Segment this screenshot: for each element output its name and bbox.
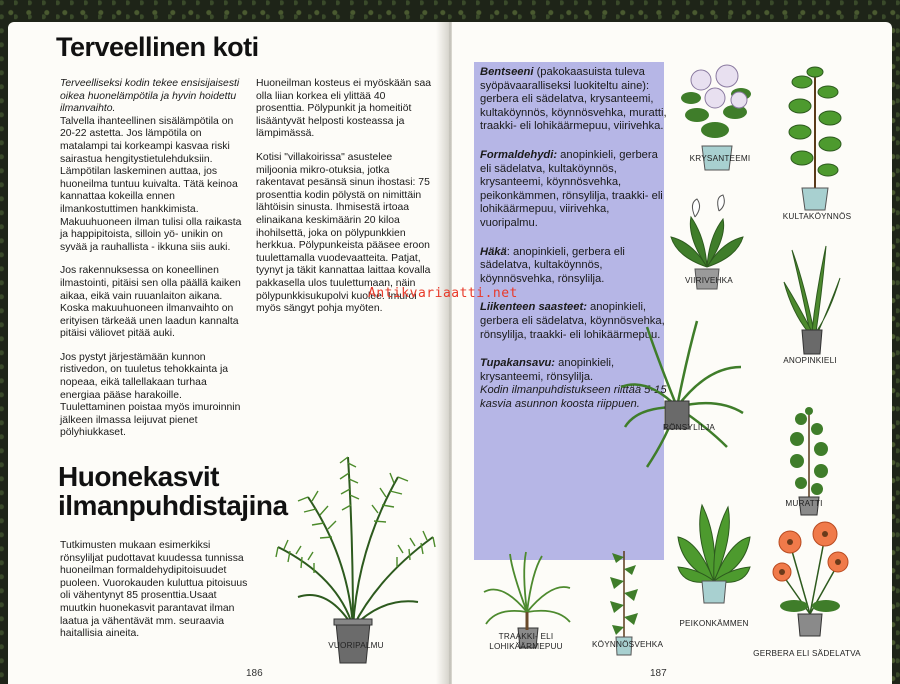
pollutant-term: Tupakansavu: bbox=[480, 357, 556, 370]
pollutant-plants: anopinkieli, krysanteemi, rönsylilja. bbox=[480, 357, 615, 383]
pollutant-term: Liikenteen saasteet: bbox=[480, 301, 587, 314]
left-page bbox=[8, 22, 448, 684]
closing-note: Kodin ilmanpuhdistukseen riittää 5-15 kasvia asunnon koosta riippuen. bbox=[480, 384, 667, 410]
text-column-1 bbox=[60, 78, 250, 451]
plant-label: VUORIPALMU bbox=[328, 641, 384, 650]
plant-label: MURATTI bbox=[785, 499, 823, 508]
section-title-line-2: ilmanpuhdistajina bbox=[58, 490, 288, 521]
pollutant-plants: anopinkieli, gerbera eli sädelatva, köynnösvehka, rönsylilja, traakki- eli lohikäärmepuu. bbox=[480, 301, 665, 341]
pollutant-entry bbox=[480, 246, 670, 287]
pollutant-plants: anopinkieli, gerbera eli sädelatva, kultaköynnös, krysanteemi, köynnösvehka, peikonkämmen, rönsylilja, traakki- eli lohikäärmepuu, viirivehka, vuoripalmu. bbox=[480, 148, 663, 229]
page-number: 186 bbox=[246, 668, 263, 679]
paragraph: Talvella ihanteellinen sisälämpötila on 20-22 astetta. Jos lämpötila on matalampi tai korkeampi kasvaa riski sairastua hengitystietulehduksiin. Lämpötilan laskeminen auttaa, jos huoneilma tuntuu kuivalta. Tätä keinoa kannattaa kokeilla ennen ilmankostuttimen hankkimista. Makuuhuoneen ilman tulisi olla raikasta ja happipitoista, silloin yö- unikin on syvää ja rauhallista - ikkuna siis auki. bbox=[60, 115, 242, 253]
section-title-line-1: Huonekasvit bbox=[58, 461, 219, 492]
paragraph: Tutkimusten mukaan esimerkiksi rönsyliljat pudottavat kuudessa tunnissa huoneilman formaldehydipitoisuudet puoleen. Vuorokauden kuluttua pitoisuus oli vähentynyt 85 prosenttia.Usaat muutkin huonekasvit parantavat ilman laatua ja vähentävät mm. seuraavia haitallisia aineita. bbox=[60, 540, 248, 640]
snake-plant-illustration bbox=[782, 242, 842, 357]
pollutant-term: Häkä bbox=[480, 245, 507, 258]
plant-label: GERBERA ELI SÄDELATVA bbox=[753, 649, 861, 658]
monstera-illustration bbox=[674, 497, 754, 607]
watermark: Antikvariaatti.net bbox=[368, 286, 518, 301]
palm-plant-illustration bbox=[268, 437, 438, 667]
text-column-3 bbox=[60, 540, 252, 652]
plant-label: PEIKONKÄMMEN bbox=[679, 619, 749, 628]
pollutant-entry bbox=[480, 66, 670, 134]
plant-label: KÖYNNÖSVEHKA bbox=[592, 640, 664, 649]
pollutant-entry bbox=[480, 149, 670, 231]
intro-paragraph: Terveelliseksi kodin tekee ensisijaisesti oikea huonelämpötila ja hyvin hoidettu ilmanvaihto. bbox=[60, 78, 240, 115]
plant-label: RÖNSYLILJA bbox=[662, 423, 716, 432]
page-title: Terveellinen koti bbox=[56, 32, 259, 62]
pollutant-plants: : anopinkieli, gerbera eli sädelatva, kultaköynnös, köynnösvehka, rönsylilja. bbox=[480, 245, 625, 285]
pollutant-plants: (pakokaasuista tuleva syöpävaaralliseksi luokiteltu aine): gerbera eli sädelatva, krysanteemi, kultaköynnös, köynnösvehka, muratti, traakki- eli lohikäärmepuu, viirivehka. bbox=[480, 66, 667, 133]
paragraph: Kotisi "villakoirissa" asustelee miljoonia mikro-otuksia, jotka rakentavat pesänsä sinun ihostasi: 75 prosenttia kodin pölystä on nimittäin lähtöisin sinusta. Ihmisestä irtoaa elinaikana keskimäärin 20 kiloa ihohilsettä, joka on pölypunkkien herkkua. Pölypunkeista pääsee eroon tuulettamalla vuodevaatteita. Patjat, tyynyt ja täkit kannattaa laittaa kovalla pakkasella ulos tuulettumaan, näin pölypunkkisukupolvi kuolee. Imuroi myös sängyt pohja myöten. bbox=[256, 151, 431, 315]
plant-label: VIIRIVEHKA bbox=[685, 276, 733, 285]
plant-label: TRAAKKI- ELI LOHIKÄÄRMEPUU bbox=[489, 632, 563, 651]
spider-plant-illustration bbox=[617, 317, 747, 477]
pollutant-term: Formaldehydi: bbox=[480, 148, 558, 161]
gerbera-illustration bbox=[770, 514, 850, 639]
right-page bbox=[452, 22, 892, 684]
paragraph: Jos pystyt järjestämään kunnon ristivedon, on tuuletus tehokkainta ja nopeaa, eikä tallellakaan turhaa energiaa pääse harakoille. Tuulettaminen poistaa myös imuroinnin jälkeen ilmassa leijuvat pienet pölyhiukkaset. bbox=[60, 351, 241, 439]
plant-label: KULTAKÖYNNÖS bbox=[782, 212, 852, 221]
section-title bbox=[58, 462, 288, 520]
paragraph: Jos rakennuksessa on koneellinen ilmastointi, pitäisi sen olla päällä kaiken aikaa, eikä vain ruuanlaiton aikana. Koska makuuhuoneen ilmanvaihto on erityisen tärkeää unen laadun kannalta pitäisi väliovet pitää auki. bbox=[60, 265, 241, 340]
pollutant-term: Bentseeni bbox=[480, 66, 534, 78]
golden-pothos-illustration bbox=[780, 62, 850, 212]
paragraph: Huoneilman kosteus ei myöskään saa olla liian korkea eli ylittää 40 prosenttia. Pölypunkit ja homeitiöt lisääntyvät helposti kosteassa ja lämpimässä. bbox=[256, 78, 432, 140]
page-number: 187 bbox=[650, 668, 667, 679]
plant-label: ANOPINKIELI bbox=[783, 356, 837, 365]
plant-label: KRYSANTEEMI bbox=[689, 154, 751, 163]
